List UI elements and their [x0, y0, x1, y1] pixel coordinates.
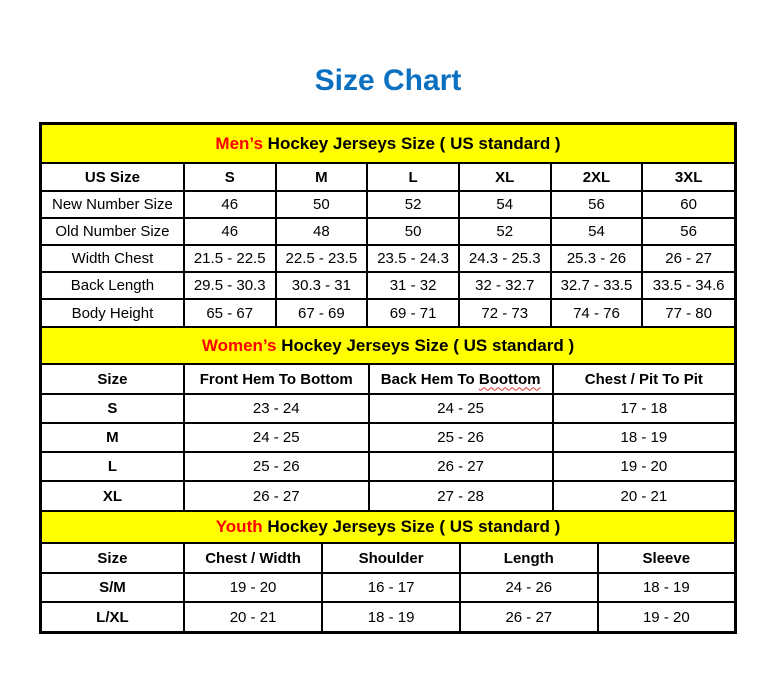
column-header: Chest / Width [184, 544, 322, 573]
cell-value: 20 - 21 [553, 481, 734, 510]
womens-banner-text: Hockey Jerseys Size ( US standard ) [276, 336, 575, 355]
cell-value: 52 [459, 218, 551, 245]
row-label: Back Length [42, 272, 184, 299]
section-womens [42, 326, 734, 510]
cell-value: 18 - 19 [553, 423, 734, 452]
table-row [42, 245, 734, 272]
womens-banner [42, 326, 734, 365]
cell-value: 32 - 32.7 [459, 272, 551, 299]
cell-value: 24 - 26 [460, 573, 598, 602]
table-header-row [42, 365, 734, 394]
row-label: Body Height [42, 299, 184, 326]
table-row [42, 299, 734, 326]
section-mens [42, 125, 734, 326]
cell-value: 22.5 - 23.5 [276, 245, 368, 272]
column-header: Sleeve [598, 544, 734, 573]
column-header: Length [460, 544, 598, 573]
table-row [42, 191, 734, 218]
cell-value: 69 - 71 [367, 299, 459, 326]
mens-size-table [42, 164, 734, 326]
cell-value: 18 - 19 [322, 602, 460, 631]
cell-value: 54 [459, 191, 551, 218]
column-header: Size [42, 544, 184, 573]
cell-value: 23 - 24 [184, 394, 369, 423]
cell-value: 52 [367, 191, 459, 218]
cell-value: 72 - 73 [459, 299, 551, 326]
youth-size-table [42, 544, 734, 631]
column-header: M [276, 164, 368, 191]
column-header: L [367, 164, 459, 191]
youth-banner-text: Hockey Jerseys Size ( US standard ) [262, 517, 561, 536]
column-header: US Size [42, 164, 184, 191]
table-row [42, 481, 734, 510]
cell-value: 31 - 32 [367, 272, 459, 299]
cell-value: 54 [551, 218, 643, 245]
womens-banner-keyword: Women’s [201, 336, 277, 355]
cell-value: 25 - 26 [184, 452, 369, 481]
cell-value: 74 - 76 [551, 299, 643, 326]
row-label: Old Number Size [42, 218, 184, 245]
table-header-row [42, 544, 734, 573]
size-chart [39, 122, 737, 634]
mens-banner [42, 125, 734, 164]
cell-value: 50 [367, 218, 459, 245]
youth-banner-keyword: Youth [215, 517, 263, 536]
cell-value: 65 - 67 [184, 299, 276, 326]
column-header: Shoulder [322, 544, 460, 573]
mens-banner-keyword: Men’s [215, 134, 263, 153]
column-header: 3XL [642, 164, 734, 191]
column-header: Size [42, 365, 184, 394]
cell-value: 24 - 25 [184, 423, 369, 452]
row-label: M [42, 423, 184, 452]
cell-value: 50 [276, 191, 368, 218]
column-header-text: Back Hem To [380, 370, 479, 388]
cell-value: 20 - 21 [184, 602, 322, 631]
cell-value: 56 [551, 191, 643, 218]
misspelled-word: Boottom [478, 370, 541, 388]
womens-size-table [42, 365, 734, 510]
row-label: New Number Size [42, 191, 184, 218]
cell-value: 23.5 - 24.3 [367, 245, 459, 272]
cell-value: 18 - 19 [598, 573, 734, 602]
column-header: S [184, 164, 276, 191]
section-youth [42, 510, 734, 631]
row-label: S [42, 394, 184, 423]
column-header: 2XL [551, 164, 643, 191]
youth-banner [42, 510, 734, 544]
cell-value: 60 [642, 191, 734, 218]
table-row [42, 423, 734, 452]
cell-value: 46 [184, 191, 276, 218]
cell-value: 30.3 - 31 [276, 272, 368, 299]
cell-value: 21.5 - 22.5 [184, 245, 276, 272]
cell-value: 25 - 26 [369, 423, 553, 452]
table-row [42, 272, 734, 299]
cell-value: 16 - 17 [322, 573, 460, 602]
column-header: Front Hem To Bottom [184, 365, 369, 394]
column-header: XL [459, 164, 551, 191]
cell-value: 26 - 27 [369, 452, 553, 481]
cell-value: 32.7 - 33.5 [551, 272, 643, 299]
page-title: Size Chart [314, 64, 462, 97]
cell-value: 56 [642, 218, 734, 245]
cell-value: 19 - 20 [598, 602, 734, 631]
row-label: L [42, 452, 184, 481]
row-label: XL [42, 481, 184, 510]
table-row [42, 573, 734, 602]
row-label: Width Chest [42, 245, 184, 272]
cell-value: 24.3 - 25.3 [459, 245, 551, 272]
table-row [42, 394, 734, 423]
cell-value: 26 - 27 [460, 602, 598, 631]
cell-value: 48 [276, 218, 368, 245]
mens-banner-text: Hockey Jerseys Size ( US standard ) [262, 134, 561, 153]
cell-value: 29.5 - 30.3 [184, 272, 276, 299]
table-header-row [42, 164, 734, 191]
row-label: S/M [42, 573, 184, 602]
column-header: Chest / Pit To Pit [553, 365, 734, 394]
cell-value: 67 - 69 [276, 299, 368, 326]
cell-value: 77 - 80 [642, 299, 734, 326]
column-header [369, 365, 553, 394]
cell-value: 46 [184, 218, 276, 245]
cell-value: 33.5 - 34.6 [642, 272, 734, 299]
cell-value: 27 - 28 [369, 481, 553, 510]
row-label: L/XL [42, 602, 184, 631]
table-row [42, 452, 734, 481]
cell-value: 26 - 27 [642, 245, 734, 272]
table-row [42, 602, 734, 631]
cell-value: 19 - 20 [184, 573, 322, 602]
table-row [42, 218, 734, 245]
cell-value: 25.3 - 26 [551, 245, 643, 272]
cell-value: 24 - 25 [369, 394, 553, 423]
cell-value: 17 - 18 [553, 394, 734, 423]
cell-value: 19 - 20 [553, 452, 734, 481]
cell-value: 26 - 27 [184, 481, 369, 510]
